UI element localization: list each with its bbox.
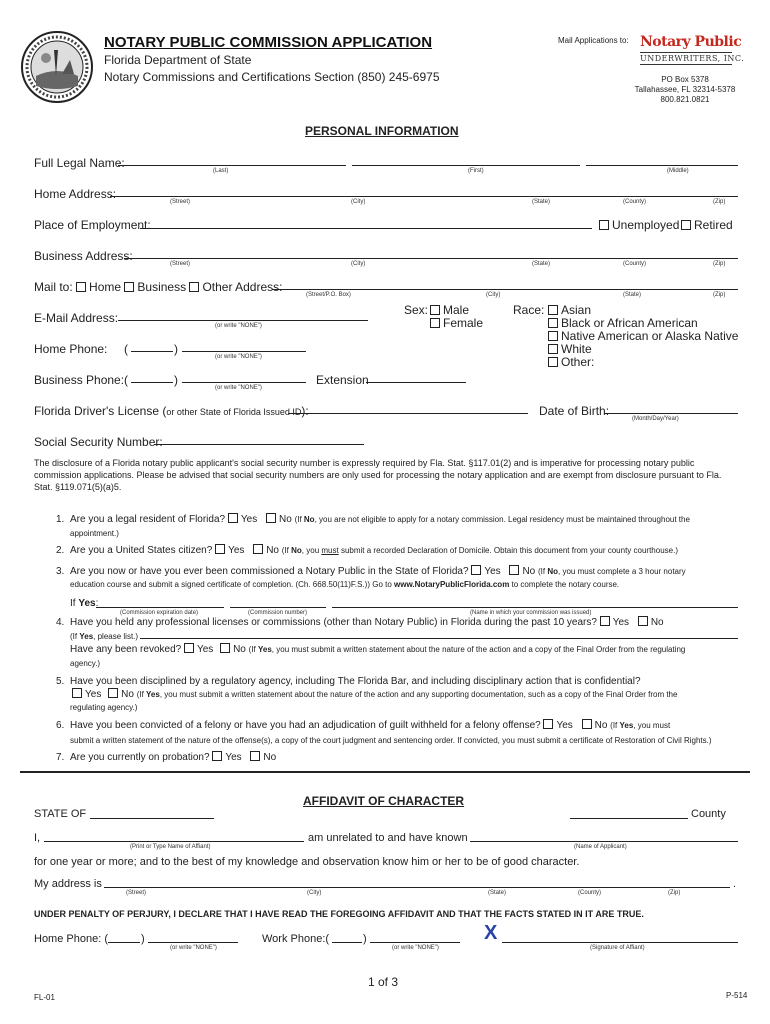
business-address-field[interactable]: [124, 258, 738, 259]
zip-label: (Zip): [713, 261, 726, 267]
home-address-field[interactable]: [110, 196, 738, 197]
retired-option[interactable]: Retired: [681, 218, 733, 232]
q2-number: 2.: [56, 545, 65, 556]
affiant-home-phone-field[interactable]: [148, 942, 238, 943]
ssn-disclosure: The disclosure of a Florida notary public applicant's social security number is expressly required by Fla. Stat. §117.01(2) and is imperative for processing notary public commission applications. Please be advised that social security numbers are only used for processing the notary application and are exempt from disclosure pursuant to Fla. Stat. §119.071(5)(a)5.: [34, 458, 722, 492]
q4-list-field[interactable]: [140, 638, 738, 639]
q5-yes-checkbox[interactable]: [72, 688, 82, 698]
exp-date-label: (Commission expiration date): [120, 610, 199, 616]
zip-label: (Zip): [713, 292, 726, 298]
q4-revoked-note-line2: agency.): [70, 659, 101, 668]
race-asian-option[interactable]: Asian: [548, 303, 591, 317]
q4-number: 4.: [56, 617, 65, 628]
mail-to-text: Mail to:: [34, 280, 73, 294]
full-name-label: Full Legal Name:: [34, 156, 125, 170]
zip-label: (Zip): [668, 890, 681, 896]
other-address-field[interactable]: [272, 289, 738, 290]
business-address-label: Business Address:: [34, 249, 133, 263]
form-code: P-514: [726, 991, 748, 1000]
po-box: PO Box 5378: [661, 75, 709, 84]
race-black-option[interactable]: Black or African American: [548, 316, 698, 330]
q3-text: Are you now or have you ever been commissioned a Notary Public in the State of Florida?: [70, 566, 469, 577]
q2-text: Are you a United States citizen?: [70, 545, 213, 556]
q2-yes-checkbox[interactable]: [215, 544, 225, 554]
perjury-statement: UNDER PENALTY OF PERJURY, I DECLARE THAT I HAVE READ THE FOREGOING AFFIDAVIT AND THAT THE FACTS STATED IN IT ARE TRUE.: [34, 909, 644, 919]
q4-revoked-text: Have any been revoked?: [70, 644, 182, 655]
street-po-label: (Street/P.O. Box): [306, 292, 351, 298]
city-label: (City): [351, 199, 366, 205]
q7-text: Are you currently on probation?: [70, 752, 210, 763]
q3-no-checkbox[interactable]: [509, 565, 519, 575]
department-name: Florida Department of State: [104, 53, 252, 67]
affiant-address-field[interactable]: [104, 887, 730, 888]
affiant-i-label: I,: [34, 832, 41, 844]
drivers-license-field[interactable]: [288, 413, 528, 414]
affiant-home-phone-label: Home Phone: (: [34, 933, 108, 945]
male-option[interactable]: Male: [430, 303, 469, 317]
mail-business-label: Business: [137, 280, 187, 294]
first-name-field[interactable]: [352, 165, 580, 166]
q1-note-line2: appointment.): [70, 529, 119, 538]
logo-address: [620, 75, 750, 105]
q5-note-line2: regulating agency.): [70, 703, 138, 712]
address-period: .: [733, 878, 737, 890]
employment-field[interactable]: [140, 228, 592, 229]
one-year-text: for one year or more; and to the best of my knowledge and observation know him or her to be of good character.: [34, 856, 580, 868]
business-phone-field[interactable]: [182, 382, 306, 383]
q3-yes-checkbox[interactable]: [471, 565, 481, 575]
dob-format-label: (Month/Day/Year): [632, 416, 679, 422]
mail-business-checkbox[interactable]: [124, 282, 134, 292]
native-checkbox[interactable]: [548, 331, 558, 341]
q7-no-checkbox[interactable]: [250, 751, 260, 761]
paren-left: (: [124, 373, 128, 387]
affidavit-heading: AFFIDAVIT OF CHARACTER: [303, 794, 465, 808]
form-number: FL-01: [34, 993, 55, 1002]
race-label: Race:: [513, 303, 545, 317]
personal-info-heading: PERSONAL INFORMATION: [305, 124, 459, 138]
state-label: (State): [532, 261, 551, 267]
business-area-code-field[interactable]: [131, 382, 173, 383]
home-phone-field[interactable]: [182, 351, 306, 352]
mail-home-checkbox[interactable]: [76, 282, 86, 292]
section-phone: Notary Commissions and Certifications Section (850) 245-6975: [104, 70, 440, 84]
county-label: (County): [623, 199, 647, 205]
q4-yes-checkbox[interactable]: [600, 616, 610, 626]
drivers-license-label: Florida Driver's License (or other State of Florida Issued ID):: [34, 404, 309, 418]
paren-right: ): [174, 342, 178, 356]
print-name-label: (Print or Type Name of Affiant): [130, 844, 211, 850]
signature-field[interactable]: [502, 942, 738, 943]
male-checkbox[interactable]: [430, 305, 440, 315]
extension-label: Extension: [316, 373, 369, 387]
form-title: NOTARY PUBLIC COMMISSION APPLICATION: [104, 34, 433, 51]
ssn-label: Social Security Number:: [34, 435, 163, 449]
question-3: Are you now or have you ever been commissioned a Notary Public in the State of Florida? Yes No (If No, you must complete a 3 hour notary: [70, 566, 686, 577]
extension-field[interactable]: [366, 382, 466, 383]
city-label: (City): [307, 890, 322, 896]
if-yes-label: If Yes:: [70, 598, 99, 609]
race-native-option[interactable]: Native American or Alaska Native: [548, 329, 738, 343]
dob-label: Date of Birth:: [539, 404, 610, 418]
home-address-label: Home Address:: [34, 187, 117, 201]
q4-revoked-yes-checkbox[interactable]: [184, 643, 194, 653]
state-label: (State): [532, 199, 551, 205]
section-divider: [20, 771, 750, 773]
question-2: Are you a United States citizen? Yes No (If No, you must submit a recorded Declaration of Domicile. Obtain this document from your county courthouse.): [70, 545, 678, 556]
home-area-code-field[interactable]: [131, 351, 173, 352]
question-5: Have you been disciplined by a regulatory agency, including The Florida Bar, and including disciplinary action that is confidential?: [70, 676, 641, 687]
comm-name-label: (Name in which your commission was issued): [470, 610, 592, 616]
q6-note-line2: submit a written statement of the nature of the offense(s), a copy of the court judgment and sentencing order. If convicted, you must submit a certificate of Restoration of Civil Rights.): [70, 736, 712, 745]
or-none-label: (or write "NONE"): [215, 354, 262, 360]
mail-phone: 800.821.0821: [660, 95, 710, 104]
q5-options: Yes No (If Yes, you must submit a written statement about the nature of the action and any supporting documentation, such as a copy of the Final Order from the: [72, 689, 677, 700]
first-label: (First): [468, 168, 484, 174]
sex-label: Sex:: [404, 303, 429, 317]
question-6: Have you been convicted of a felony or have you had an adjudication of guilt withheld for a felony offense? Yes No (If Yes, you must: [70, 720, 671, 731]
q4-note: (If Yes, please list.): [70, 632, 139, 641]
middle-label: (Middle): [667, 168, 689, 174]
email-field[interactable]: [118, 320, 368, 321]
commission-expiration-field[interactable]: [96, 607, 224, 608]
mail-other-checkbox[interactable]: [189, 282, 199, 292]
question-4: Have you held any professional licenses or commissions (other than Notary Public) in Florida during the past 10 years? Yes No: [70, 617, 664, 628]
black-checkbox[interactable]: [548, 318, 558, 328]
unemployed-option[interactable]: Unemployed: [599, 218, 679, 232]
q4-revoked-no-checkbox[interactable]: [220, 643, 230, 653]
other-race-checkbox[interactable]: [548, 357, 558, 367]
signature-x-mark: X: [484, 922, 498, 944]
unemployed-checkbox[interactable]: [599, 220, 609, 230]
county-label: County: [691, 808, 726, 820]
q4-no-checkbox[interactable]: [638, 616, 648, 626]
mail-to-label: Mail Applications to:: [558, 36, 629, 45]
q5-no-checkbox[interactable]: [108, 688, 118, 698]
street-label: (Street): [126, 890, 147, 896]
q6-number: 6.: [56, 720, 65, 731]
q1-number: 1.: [56, 514, 65, 525]
q3-number: 3.: [56, 566, 65, 577]
or-none-label: (or write "NONE"): [170, 945, 217, 951]
comm-num-label: (Commission number): [248, 610, 308, 616]
or-none-label: (or write "NONE"): [215, 323, 262, 329]
paren-right: ): [363, 933, 367, 945]
affiant-address-label: My address is: [34, 878, 102, 890]
street-label: (Street): [170, 261, 191, 267]
q7-yes-checkbox[interactable]: [212, 751, 222, 761]
q6-text: Have you been convicted of a felony or have you had an adjudication of guilt withheld for a felony offense?: [70, 720, 541, 731]
affiant-work-phone-field[interactable]: [370, 942, 460, 943]
retired-checkbox[interactable]: [681, 220, 691, 230]
dob-field[interactable]: [604, 413, 738, 414]
affiant-name-field[interactable]: [44, 841, 304, 842]
applicant-name-field[interactable]: [470, 841, 738, 842]
state-of-field[interactable]: [90, 818, 214, 819]
county-label: (County): [623, 261, 647, 267]
q2-no-checkbox[interactable]: [253, 544, 263, 554]
county-label: (County): [578, 890, 602, 896]
underwriters-logo: Notary Public UNDERWRITERS, INC.: [640, 34, 745, 63]
white-checkbox[interactable]: [548, 344, 558, 354]
asian-checkbox[interactable]: [548, 305, 558, 315]
affiant-work-phone-label: Work Phone:(: [262, 933, 330, 945]
q5-number: 5.: [56, 676, 65, 687]
paren-right: ): [141, 933, 145, 945]
signature-label: (Signature of Affiant): [590, 945, 645, 951]
mail-home-label: Home: [89, 280, 122, 294]
street-label: (Street): [170, 199, 191, 205]
race-white-option[interactable]: White: [548, 342, 592, 356]
county-field[interactable]: [570, 818, 688, 819]
commission-number-field[interactable]: [230, 607, 326, 608]
state-label: (State): [623, 292, 642, 298]
city-label: (City): [486, 292, 501, 298]
question-1: Are you a legal resident of Florida? Yes No (If No, you are not eligible to apply for a notary commission. Legal residency must be maintained throughout the: [70, 514, 690, 525]
q1-text: Are you a legal resident of Florida?: [70, 514, 226, 525]
q1-yes-checkbox[interactable]: [228, 513, 238, 523]
mail-to-row: [34, 280, 282, 294]
paren-right: ): [174, 373, 178, 387]
q3-note-line2: education course and submit a signed certificate of completion. (Ch. 668.50(11)F.S.)) Go to www.NotaryPublicFlorida.com to complete the notary course.: [70, 580, 620, 589]
last-name-field[interactable]: [118, 165, 346, 166]
email-label: E-Mail Address:: [34, 311, 119, 325]
city-label: (City): [351, 261, 366, 267]
home-phone-label: Home Phone:: [34, 342, 108, 356]
mail-other-label: Other Address:: [202, 280, 283, 294]
q1-no-checkbox[interactable]: [266, 513, 276, 523]
female-option[interactable]: Female: [430, 316, 483, 330]
race-other-option[interactable]: Other:: [548, 355, 594, 369]
employment-label: Place of Employment:: [34, 218, 151, 232]
state-label: (State): [488, 890, 507, 896]
middle-name-field[interactable]: [586, 165, 738, 166]
q4-text: Have you held any professional licenses or commissions (other than Notary Public) in Florida during the past 10 years?: [70, 617, 597, 628]
zip-label: (Zip): [713, 199, 726, 205]
state-seal-icon: [20, 30, 94, 104]
q7-number: 7.: [56, 752, 65, 763]
business-phone-label: Business Phone:: [34, 373, 125, 387]
ssn-field[interactable]: [154, 444, 364, 445]
paren-left: (: [124, 342, 128, 356]
affiant-home-area-code-field[interactable]: [108, 942, 140, 943]
q6-no-checkbox[interactable]: [582, 719, 592, 729]
mail-city: Tallahassee, FL 32314-5378: [634, 85, 736, 94]
state-of-label: STATE OF: [34, 808, 87, 820]
affiant-work-area-code-field[interactable]: [332, 942, 362, 943]
or-none-label: (or write "NONE"): [215, 385, 262, 391]
female-checkbox[interactable]: [430, 318, 440, 328]
or-none-label: (or write "NONE"): [392, 945, 439, 951]
name-applicant-label: (Name of Applicant): [574, 844, 627, 850]
page-number: 1 of 3: [368, 975, 399, 989]
unrelated-text: am unrelated to and have known: [308, 832, 468, 844]
last-label: (Last): [213, 168, 229, 174]
commission-name-field[interactable]: [332, 607, 738, 608]
question-7: Are you currently on probation? Yes No: [70, 752, 277, 763]
q4-revoked: Have any been revoked? Yes No (If Yes, you must submit a written statement about the nature of the action and a copy of the Final Order from the regulating: [70, 644, 686, 655]
q6-yes-checkbox[interactable]: [543, 719, 553, 729]
